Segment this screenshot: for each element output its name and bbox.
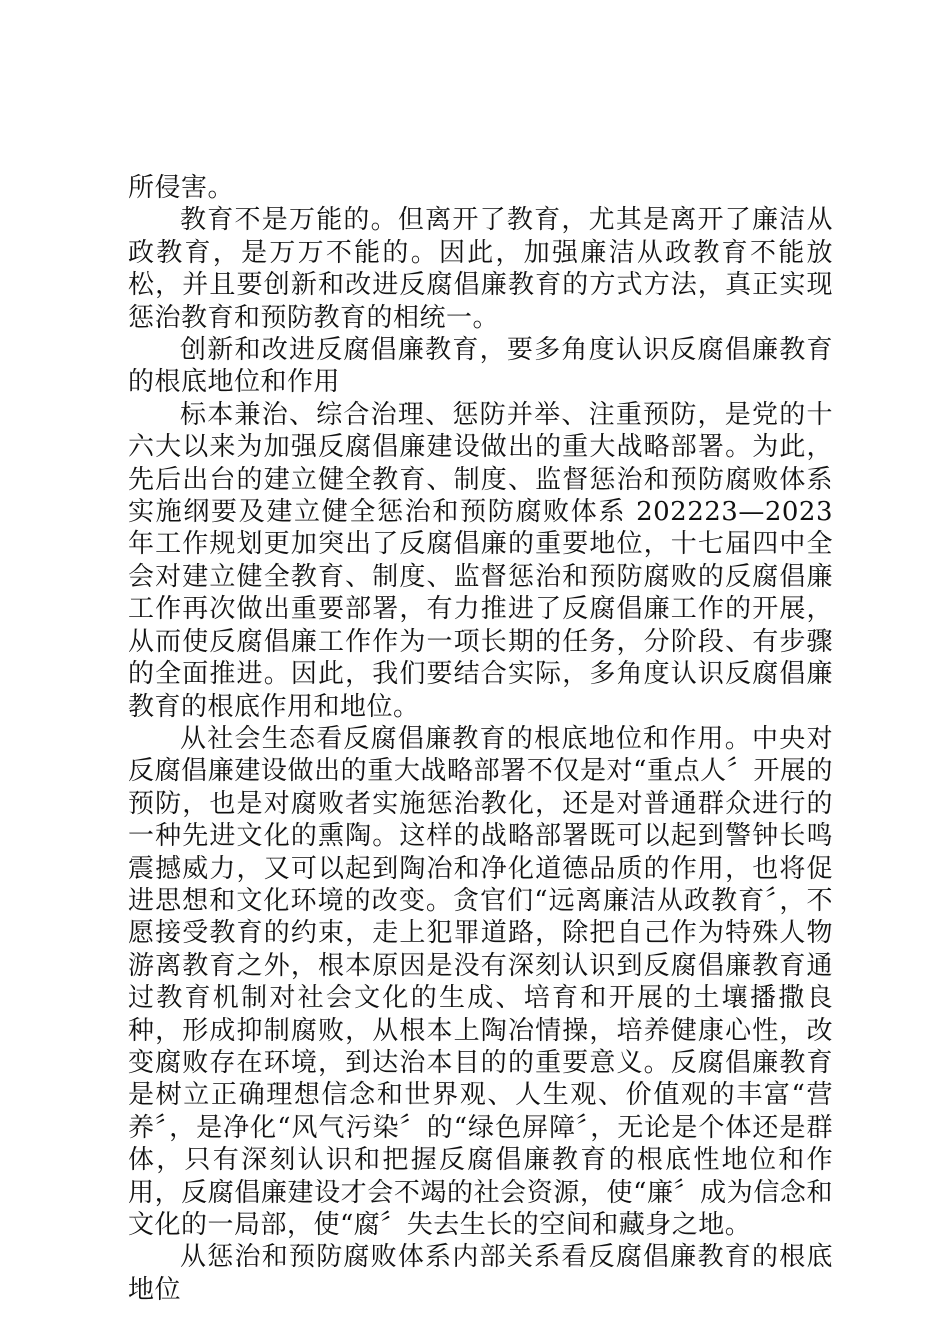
paragraph-education-importance: 教育不是万能的。但离开了教育，尤其是离开了廉洁从政教育，是万万不能的。因此，加强廉洁从政教育不能放松，并且要创新和改进反腐倡廉教育的方式方法，真正实现惩治教育和预防教育的相统一。 [128, 205, 833, 333]
paragraph-continuation: 所侵害。 [128, 173, 235, 203]
paragraph-social-ecology: 从社会生态看反腐倡廉教育的根底地位和作用。中央对反腐倡廉建设做出的重大战略部署不仅是对“重点人〞开展的预防，也是对腐败者实施惩治教化，还是对普通群众进行的一种先进文化的熏陶。这样的战略部署既可以起到警钟长鸣震撼威力，又可以起到陶冶和净化道德品质的作用，也将促进思想和文化环境的改变。贪官们“远离廉洁从政教育〞，不愿接受教育的约束，走上犯罪道路，除把自己作为特殊人物游离教育之外，根本原因是没有深刻认识到反腐倡廉教育通过教育机制对社会文化的生成、培育和开展的土壤播撒良种，形成抑制腐败，从根本上陶冶情操，培养健康心性，改变腐败存在环境，到达治本目的的重要意义。反腐倡廉教育是树立正确理想信念和世界观、人生观、价值观的丰富“营养〞，是净化“风气污染〞的“绿色屏障〞，无论是个体还是群体，只有深刻认识和把握反腐倡廉教育的根底性地位和作用，反腐倡廉建设才会不竭的社会资源，使“廉〞成为信念和文化的一局部，使“腐〞失去生长的空间和藏身之地。 [128, 723, 833, 1240]
body-text [128, 172, 833, 1306]
paragraph-strategic-deployment: 标本兼治、综合治理、惩防并举、注重预防，是党的十六大以来为加强反腐倡廉建设做出的重大战略部署。为此，先后出台的建立健全教育、制度、监督惩治和预防腐败体系实施纲要及建立健全惩治和预防腐败体系 202223—2023 年工作规划更加突出了反腐倡廉的重要地位，十七届四中全会对建立健全教育、制度、监督惩治和预防腐败的反腐倡廉工作再次做出重要部署，有力推进了反腐倡廉工作的开展，从而使反腐倡廉工作作为一项长期的任务，分阶段、有步骤的全面推进。因此，我们要结合实际，多角度认识反腐倡廉教育的根底作用和地位。 [128, 399, 833, 722]
paragraph-system-relationship: 从惩治和预防腐败体系内部关系看反腐倡廉教育的根底地位 [128, 1242, 833, 1305]
section-heading-innovation: 创新和改进反腐倡廉教育，要多角度认识反腐倡廉教育的根底地位和作用 [128, 335, 833, 398]
